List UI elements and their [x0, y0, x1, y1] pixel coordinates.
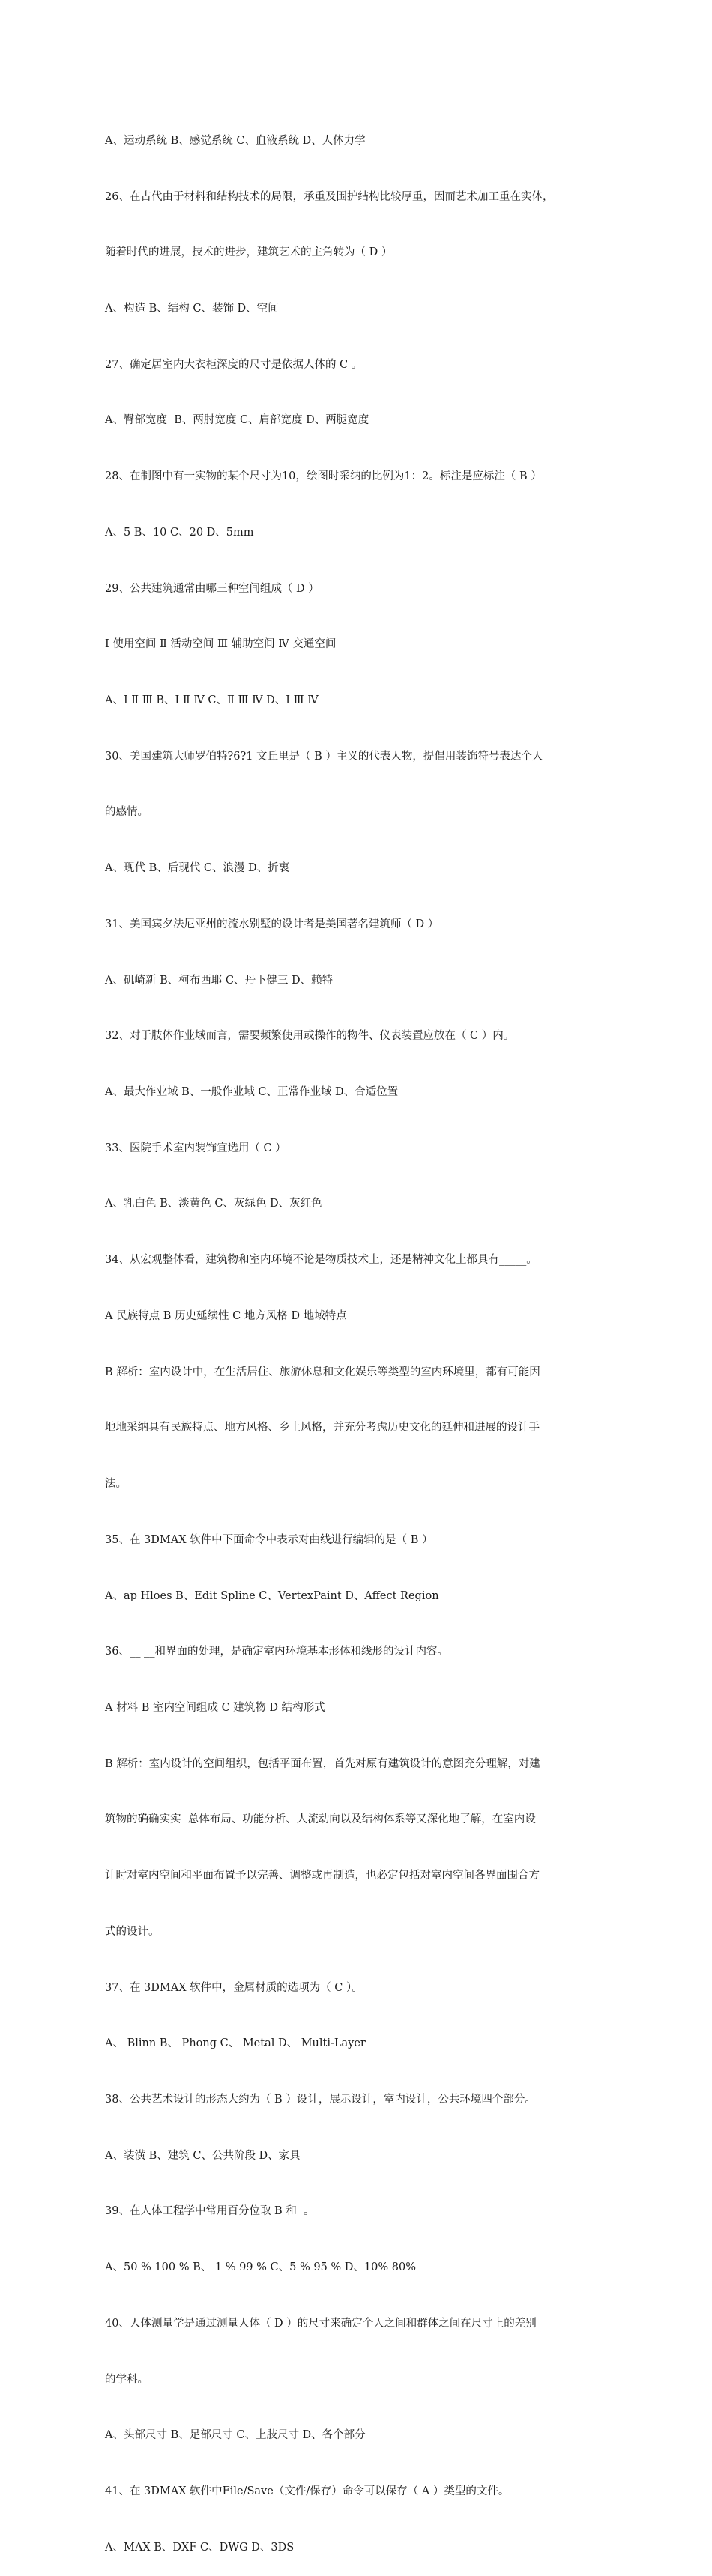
- text-line: A、乳白色 B、淡黄色 C、灰绿色 D、灰红色: [105, 1198, 322, 1210]
- text-line: A 民族特点 B 历史延续性 C 地方风格 D 地域特点: [105, 1309, 347, 1322]
- text-line: Ⅰ 使用空间 Ⅱ 活动空间 Ⅲ 辅助空间 Ⅳ 交通空间: [105, 638, 337, 651]
- text-line: 33、医院手术室内装饰宜选用（ C ）: [105, 1142, 286, 1154]
- text-line: 35、在 3DMAX 软件中下面命令中表示对曲线进行编辑的是（ B ）: [105, 1533, 433, 1546]
- document-body: [105, 94, 622, 2576]
- text-line: 计时对室内空间和平面布置予以完善、调整或再制造，也必定包括对室内空间各界面围合方: [105, 1870, 540, 1882]
- text-line: 的感情。: [105, 806, 148, 819]
- text-line: 41、在 3DMAX 软件中File/Save（文件/保存）命令可以保存（ A ）类型的文件。: [105, 2485, 510, 2497]
- text-line: A、现代 B、后现代 C、浪漫 D、折衷: [105, 862, 290, 875]
- text-line: B 解析：室内设计中，在生活居住、旅游休息和文化娱乐等类型的室内环境里，都有可能因: [105, 1366, 540, 1378]
- text-line: A、矶崎新 B、柯布西耶 C、丹下健三 D、赖特: [105, 974, 334, 987]
- text-line: A、ap Hloes B、Edit Spline C、VertexPaint D、Affect Region: [105, 1589, 439, 1602]
- text-line: 法。: [105, 1478, 127, 1491]
- text-line: 40、人体测量学是通过测量人体（ D ）的尺寸来确定个人之间和群体之间在尺寸上的差别: [105, 2317, 537, 2330]
- text-line: A、MAX B、DXF C、DWG D、3DS: [105, 2541, 295, 2554]
- text-line: A、Ⅰ Ⅱ Ⅲ B、Ⅰ Ⅱ Ⅳ C、Ⅱ Ⅲ Ⅳ D、Ⅰ Ⅲ Ⅳ: [105, 694, 319, 706]
- text-line: 36、__ __和界面的处理，是确定室内环境基本形体和线形的设计内容。: [105, 1646, 449, 1658]
- text-line: A、装潢 B、建筑 C、公共阶段 D、家具: [105, 2149, 301, 2162]
- text-line: A、运动系统 B、感觉系统 C、血液系统 D、人体力学: [105, 134, 366, 147]
- text-line: A、臀部宽度 B、两肘宽度 C、肩部宽度 D、两腿宽度: [105, 414, 369, 427]
- text-line: 30、美国建筑大师罗伯特?6?1 文丘里是（ B ）主义的代表人物，提倡用装饰符号表达个人: [105, 750, 543, 763]
- text-line: 筑物的确确实实 总体布局、功能分析、人流动向以及结构体系等又深化地了解，在室内设: [105, 1813, 536, 1826]
- text-line: 随着时代的进展，技术的进步，建筑艺术的主角转为（ D ）: [105, 246, 393, 259]
- text-line: 29、公共建筑通常由哪三种空间组成（ D ）: [105, 582, 319, 595]
- text-line: 26、在古代由于材料和结构技术的局限，承重及围护结构比较厚重，因而艺术加工重在实体，: [105, 190, 554, 203]
- text-line: 38、公共艺术设计的形态大约为（ B ）设计，展示设计，室内设计，公共环境四个部分。: [105, 2093, 536, 2106]
- text-line: A、 Blinn B、 Phong C、 Metal D、 Multi-Layer: [105, 2037, 366, 2050]
- text-line: 37、在 3DMAX 软件中，金属材质的选项为（ C ）。: [105, 1981, 363, 1994]
- text-line: 地地采纳具有民族特点、地方风格、乡土风格，并充分考虑历史文化的延伸和进展的设计手: [105, 1422, 540, 1434]
- text-line: 27、确定居室内大衣柜深度的尺寸是依据人体的 C 。: [105, 358, 363, 371]
- text-line: 31、美国宾夕法尼亚州的流水别墅的设计者是美国著名建筑师（ D ）: [105, 918, 439, 930]
- text-line: 34、从宏观整体看，建筑物和室内环境不论是物质技术上，还是精神文化上都具有_____。: [105, 1254, 537, 1267]
- text-line: A、构造 B、结构 C、装饰 D、空间: [105, 302, 279, 315]
- text-line: A、头部尺寸 B、足部尺寸 C、上肢尺寸 D、各个部分: [105, 2429, 366, 2442]
- text-line: 39、在人体工程学中常用百分位取 B 和 。: [105, 2205, 315, 2218]
- text-line: A、5 B、10 C、20 D、5mm: [105, 526, 254, 539]
- text-line: A、50 % 100 % B、 1 % 99 % C、5 % 95 % D、10% 80%: [105, 2261, 416, 2274]
- text-line: A 材料 B 室内空间组成 C 建筑物 D 结构形式: [105, 1701, 325, 1714]
- text-line: 的学科。: [105, 2373, 148, 2386]
- text-line: 28、在制图中有一实物的某个尺寸为10，绘图时采纳的比例为1：2。标注是应标注（ B ）: [105, 470, 542, 483]
- text-line: A、最大作业域 B、一般作业域 C、正常作业域 D、合适位置: [105, 1086, 399, 1099]
- text-line: B 解析：室内设计的空间组织，包括平面布置，首先对原有建筑设计的意图充分理解，对建: [105, 1757, 540, 1770]
- text-line: 32、对于肢体作业域而言，需要频繁使用或操作的物件、仪表装置应放在（ C ）内。: [105, 1030, 515, 1043]
- text-line: 式的设计。: [105, 1925, 160, 1938]
